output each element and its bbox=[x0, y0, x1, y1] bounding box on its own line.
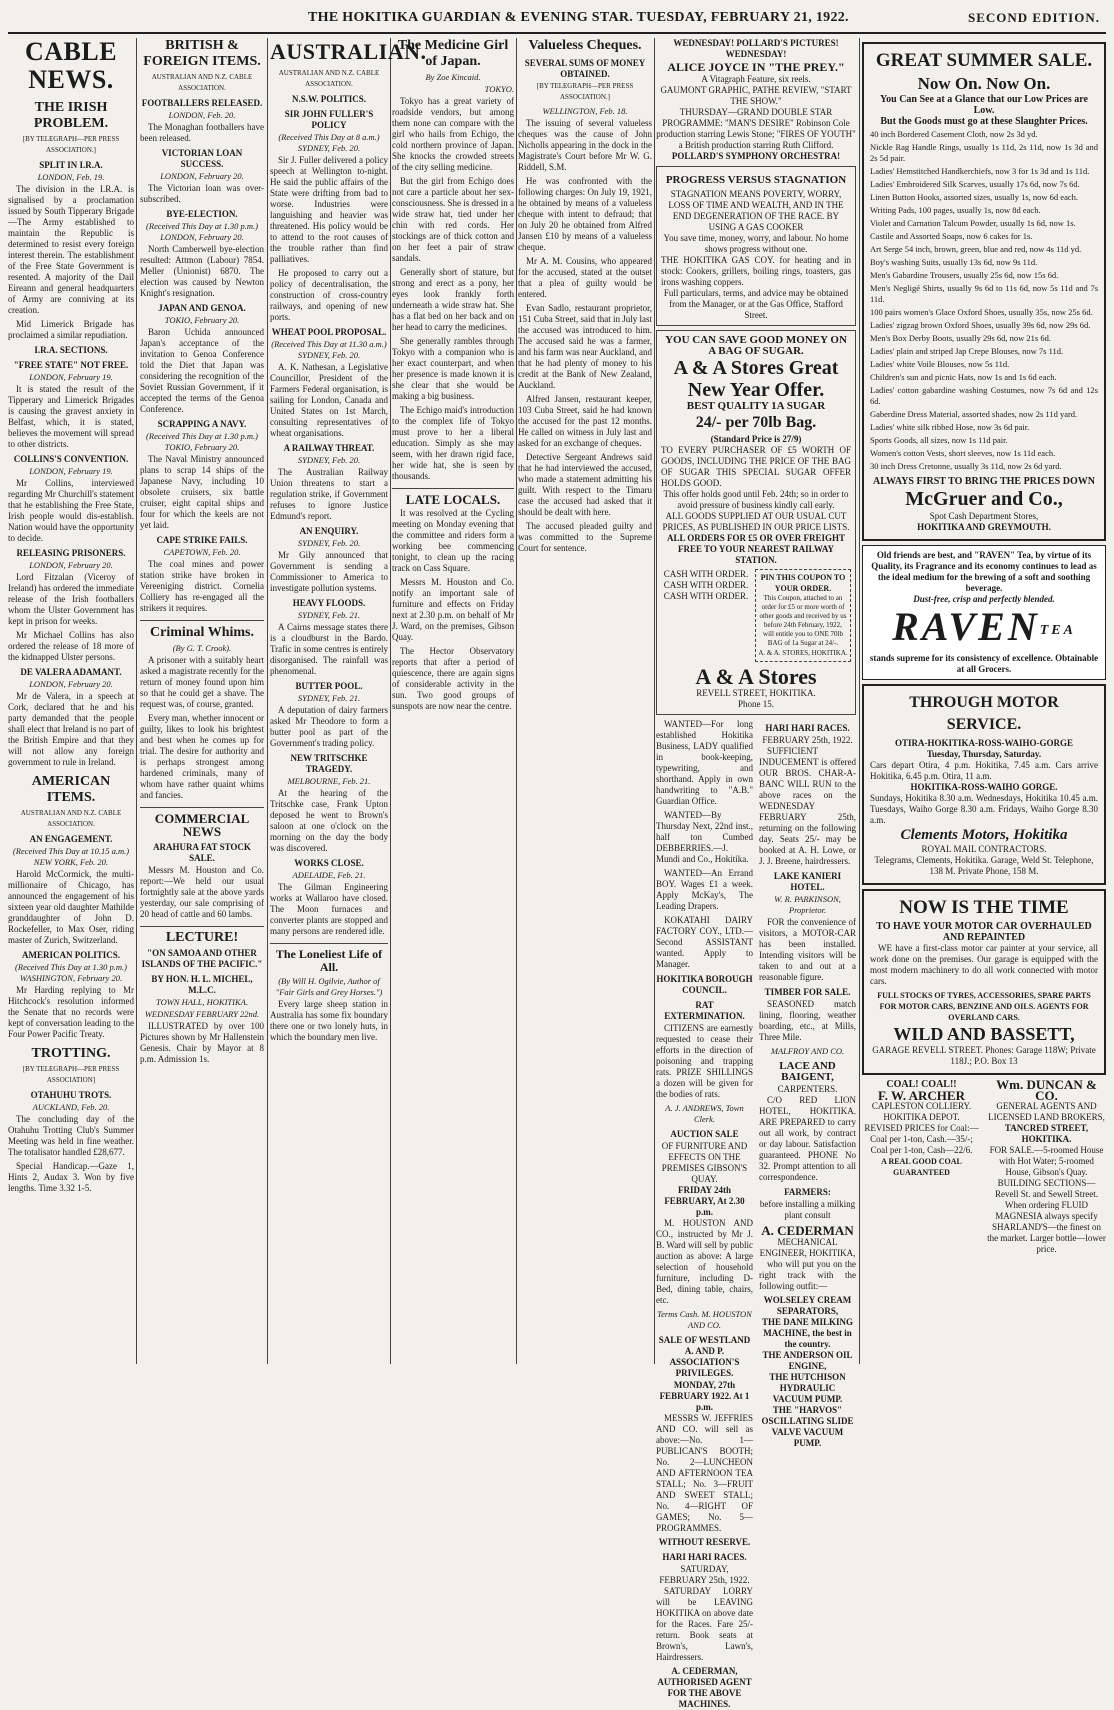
westland-date: MONDAY, 27th FEBRUARY 1922. At 1 p.m. bbox=[659, 1380, 750, 1412]
raven-tea-word: TEA bbox=[1039, 622, 1076, 638]
dateline: AUCKLAND, Feb. 20. bbox=[32, 1102, 110, 1112]
story-heading: NEW TRITSCHKE TRAGEDY. bbox=[290, 753, 368, 774]
sale-item: Linen Button Hooks, assorted sizes, usually 1s, now 6d each. bbox=[870, 192, 1078, 202]
story-heading: WORKS CLOSE. bbox=[294, 858, 364, 868]
dateline: LONDON, February 20. bbox=[160, 171, 244, 181]
sale-item: Men's Gabardine Trousers, usually 25s 6d, now 15s 6d. bbox=[870, 270, 1059, 280]
lace-baigent-heading: LACE AND BAIGENT, bbox=[779, 1060, 836, 1083]
lecture-venue: TOWN HALL, HOKITIKA. bbox=[156, 997, 248, 1007]
cable-news-heading: CABLE NEWS. bbox=[24, 37, 118, 94]
story-paragraph: North Camberwell bye-election resulted: Attmon (Labour) 7854. Meller (Unionist) 6870. The election was caused by Newton Knight's resignation. bbox=[140, 244, 264, 298]
story-paragraph: Harold McCormick, the multi-millionaire of Chicago, has announced the engagement of his sixteen year old daughter Mathilde granddaughter of John D. Rockefeller, to Max Oser, riding master of Zurich, Switzerland. bbox=[8, 869, 134, 945]
sale-item: 40 inch Bordered Casement Cloth, now 2s 3d yd. bbox=[870, 129, 1038, 139]
summer-sale-ad bbox=[862, 42, 1106, 541]
dateline: WELLINGTON, Feb. 18. bbox=[542, 106, 628, 116]
byline: (By Will H. Ogilvie, Author of "Fair Girls and Grey Horses.") bbox=[275, 976, 383, 997]
valueless-cheques-heading: Valueless Cheques. bbox=[528, 38, 642, 53]
story-heading: FOOTBALLERS RELEASED. bbox=[141, 98, 263, 108]
coupon-heading: PIN THIS COUPON TO YOUR ORDER. bbox=[760, 573, 846, 593]
clements-contacts: Telegrams, Clements, Hokitika. Garage, Weld St. Telephone, 138 M. Private Phone, 158 M. bbox=[874, 854, 1094, 876]
sugar-ad-text: This offer holds good until Feb. 24th; so in order to avoid pressure of business kindly call early. bbox=[663, 489, 849, 510]
story-paragraph: He proposed to carry out a policy of decentralisation, the construction of cross-country railways, and opening of new ports. bbox=[270, 268, 388, 322]
column-valueless-cheques bbox=[518, 38, 652, 1364]
trotting-heading: TROTTING. bbox=[31, 1046, 111, 1061]
cederman-product: THE ANDERSON OIL ENGINE, bbox=[762, 1350, 853, 1371]
harihari-heading: HARI HARI RACES. bbox=[765, 723, 850, 733]
raven-name: RAVEN bbox=[892, 604, 1040, 649]
column-australian bbox=[270, 38, 427, 1364]
archer-prices: REVISED PRICES for Coal:—Coal per 1-ton, Cash.—35/-; Coal per 1-ton, Cash—22/6. bbox=[864, 1122, 979, 1155]
story-heading: AN ENQUIRY. bbox=[299, 526, 359, 536]
sale-item: Sports Goods, all sizes, now 1s 11d pair. bbox=[870, 435, 1008, 445]
duncan-name: Wm. DUNCAN & CO. bbox=[996, 1076, 1097, 1103]
wanted-column bbox=[656, 719, 856, 1710]
column-rule bbox=[654, 38, 655, 1364]
dateline: (Received This Day at 1.30 p.m.) LONDON, February 20. bbox=[146, 221, 258, 242]
fluid-magnesia-ad: When ordering FLUID MAGNESIA always specify SHARLAND'S—the finest on the market. Larger bottle—lower price. bbox=[987, 1199, 1106, 1254]
coupon-signature: A. & A. STORES, HOKITIKA. bbox=[758, 649, 848, 657]
british-foreign-heading: BRITISH & FOREIGN ITEMS. bbox=[143, 38, 261, 69]
auction-terms: Terms Cash. M. HOUSTON AND CO. bbox=[657, 1309, 752, 1330]
duncan-address: TANCRED STREET, HOKITIKA. bbox=[1004, 1122, 1089, 1144]
pollards-line: A Vitagraph Feature, six reels. bbox=[701, 74, 811, 84]
column-rule bbox=[136, 38, 137, 1364]
story-paragraph: The Hector Observatory reports that after a period of quiescence, there are again signs of considerable activity in the sun. Two good groups of sunspots are now near the centre. bbox=[392, 646, 514, 711]
motor-service-route: HOKITIKA-ROSS-WAIHO GORGE. bbox=[910, 781, 1058, 792]
clements-name: Clements Motors, Hokitika bbox=[900, 826, 1068, 843]
dateline: LONDON, Feb. 20. bbox=[168, 110, 236, 120]
always-first-slogan: ALWAYS FIRST TO BRING THE PRICES DOWN bbox=[873, 476, 1095, 487]
story-heading: HEAVY FLOODS. bbox=[292, 598, 366, 608]
overhaul-text: WE have a first-class motor car painter at your service, all work done on the premises. Our garage is equipped with the most modern machinery to do all work connected with motor cars. bbox=[870, 942, 1098, 986]
story-paragraph: A prisoner with a suitably heart asked a magistrate recently for the return of money found upon him so that he could get a shave. The request was, of course, granted. bbox=[140, 655, 264, 709]
raven-footer: stands supreme for its consistency of excellence. Obtainable at all Grocers. bbox=[869, 652, 1099, 674]
sale-item: Ladies' plain and striped Jap Crepe Blouses, now 7s 11d. bbox=[870, 346, 1064, 356]
story-paragraph: A deputation of dairy farmers asked Mr Theodore to form a butter pool as part of the Government's trading policy. bbox=[270, 705, 388, 748]
cederman-product: WOLSELEY CREAM SEPARATORS, bbox=[763, 1295, 852, 1316]
story-paragraph: The Gilman Engineering works at Wallaroo have closed. The Moon furnaces and converter plants are stopped and many persons are rendered idle. bbox=[270, 882, 388, 936]
story-heading: OTAHUHU TROTS. bbox=[30, 1090, 112, 1100]
story-paragraph: Generally short of stature, but strong and erect as a pony, her eyes look frankly forth underneath a wide straw hat. She has a flat bed on her back and on her head to carry the medicines. bbox=[392, 267, 514, 332]
aa-stores-phone: Phone 15. bbox=[738, 699, 774, 709]
irish-problem-heading: THE IRISH PROBLEM. bbox=[33, 100, 109, 131]
story-heading: N.S.W. POLITICS. bbox=[292, 94, 366, 104]
story-heading: SIR JOHN FULLER'S POLICY bbox=[284, 109, 374, 130]
motor-service-days: Tuesday, Thursday, Saturday. bbox=[926, 748, 1042, 759]
gas-cooker-ad bbox=[656, 166, 856, 326]
aa-stores-address: REVELL STREET, HOKITIKA. bbox=[696, 688, 816, 698]
story-heading: I.R.A. SECTIONS. bbox=[34, 345, 108, 355]
criminal-whims-heading: Criminal Whims. bbox=[140, 620, 264, 641]
auction-date: FRIDAY 24th FEBRUARY, At 2.30 p.m. bbox=[664, 1185, 745, 1217]
mcgruer-name: McGruer and Co., bbox=[905, 488, 1063, 510]
masthead bbox=[8, 10, 1106, 34]
story-paragraph: The division in the I.R.A. is signalised by a proclamation issued by South Tipperary Brigade—The Army established to maintain the Republic is determined to resist every foreign interest therein. The establishment of the Free State Government is resented. A majority of the Dail Eireann and general headquarters of Army are conniving at its creation. bbox=[8, 184, 134, 315]
raven-dust-free: Dust-free, crisp and perfectly blended. bbox=[913, 594, 1055, 604]
sugar-ad-heading: A & A Stores Great New Year Offer. bbox=[673, 357, 839, 401]
story-paragraph: Mr Harding replying to Mr Hitchcock's resolution informed the Senate that no records were kept of conversation leading to the Four Power Pacific Treaty. bbox=[8, 985, 134, 1039]
dateline: (Received This Day at 11.30 a.m.) SYDNEY, Feb. 20. bbox=[271, 339, 387, 360]
story-paragraph: The Monaghan footballers have been released. bbox=[140, 122, 264, 143]
aa-stores-name: A & A Stores bbox=[695, 664, 817, 689]
gas-ad-heading: PROGRESS VERSUS STAGNATION bbox=[665, 174, 847, 186]
story-paragraph: Lord Fitzalan (Viceroy of Ireland) has ordered the immediate release of the Irish footballers whom the Ulster Government has kept in prison for weeks. bbox=[8, 572, 134, 626]
summer-sale-heading: GREAT SUMMER SALE. bbox=[875, 50, 1093, 71]
classified-ad: SATURDAY LORRY will be LEAVING HOKITIKA on above date for the Races. Fare 25/- return. Book seats at Brown's, Lawn's, Hairdressers. bbox=[656, 1586, 753, 1662]
classified-ad: M. HOUSTON AND CO., instructed by Mr J. B. Ward will sell by public auction as above: A large selection of household furniture, including D-Bed, dining table, chairs, etc. bbox=[656, 1218, 753, 1305]
harihari-date: FEBRUARY 25th, 1922. bbox=[762, 735, 853, 745]
commercial-news-heading: COMMERCIAL NEWS bbox=[140, 807, 264, 838]
council-heading: HOKITIKA BOROUGH COUNCIL. bbox=[656, 974, 753, 995]
story-paragraph: Mr de Valera, in a speech at Cork, declared that he and his party demanded that the people shall elect that Ireland is no part of the British Empire and that they will not allow any foreign government to rule in Ireland. bbox=[8, 691, 134, 767]
story-paragraph: Every man, whether innocent or guilty, likes to look his brightest and best when he comes up for trial. The desire for authority and is perhaps strongest among hardened criminals, many of whom have rather quaint whims and fancies. bbox=[140, 713, 264, 800]
loneliest-life-heading: The Loneliest Life of All. bbox=[270, 943, 388, 974]
sugar-ad-quality: BEST QUALITY 1A SUGAR bbox=[686, 400, 826, 412]
story-paragraph: It is stated the result of the Tipperary and Limerick Brigades is causing the gravest anxiety in Belfast, which, it is stated, believes the movement will spread to other districts. bbox=[8, 384, 134, 449]
story-paragraph: She generally rambles through Tokyo with a companion who is her exact counterpart, and when her presence is made known it is she clear that she would be making a big business. bbox=[392, 336, 514, 401]
overhaul-subheading: TO HAVE YOUR MOTOR CAR OVERHAULED AND REPAINTED bbox=[876, 920, 1092, 943]
raven-tagline: Old friends are best, and "RAVEN" Tea, by virtue of its Quality, its Fragrance and its economy continues to lead as the ideal medium for the brewing of a soft and soothing beverage. bbox=[871, 550, 1097, 593]
story-paragraph: Messrs M. Houston and Co. notify an important sale of furniture and effects on Friday next at 2.30 p.m. on behalf of Mr J. Ward, on the premises, Gibson Quay. bbox=[392, 577, 514, 642]
story-heading: SCRAPPING A NAVY. bbox=[157, 419, 247, 429]
story-heading: WHEAT POOL PROPOSAL. bbox=[271, 327, 387, 337]
dateline: CAPETOWN, Feb. 20. bbox=[163, 547, 241, 557]
dateline: ADELAIDE, Feb. 21. bbox=[292, 870, 366, 880]
byline: By Zoe Kincaid. bbox=[425, 72, 481, 82]
dateline: (Received This Day at 10.15 a.m.) NEW YORK, Feb. 20. bbox=[12, 846, 130, 867]
classified-ad: KOKATAHI DAIRY FACTORY COY., LTD.—Second ASSISTANT wanted. Apply to Manager. bbox=[656, 915, 753, 969]
sugar-ad-freight: ALL ORDERS FOR £5 OR OVER FREIGHT FREE TO YOUR NEAREST RAILWAY STATION. bbox=[666, 533, 846, 565]
classified-ad: C/O RED LION HOTEL, HOKITIKA. ARE PREPARED to carry out all work, by contract or day labour. Satisfaction guaranteed. PHONE No 32. Prompt attention to all correspondence. bbox=[759, 1095, 856, 1182]
australian-heading: AUSTRALIAN. bbox=[270, 39, 427, 64]
summer-sale-now-on: Now On. Now On. bbox=[917, 74, 1051, 93]
american-items-heading: AMERICAN ITEMS. bbox=[31, 774, 111, 805]
archer-colliery: CAPLESTON COLLIERY. bbox=[871, 1100, 972, 1111]
dateline: (Received This Day at 1.30 p.m.) TOKIO, February 20. bbox=[146, 431, 258, 452]
story-paragraph: The Victorian loan was over-subscribed. bbox=[140, 183, 264, 204]
press-credit: AUSTRALIAN AND N.Z. CABLE ASSOCIATION. bbox=[151, 73, 253, 92]
auction-subheading: OF FURNITURE AND EFFECTS ON THE PREMISES GIBSON'S QUAY. bbox=[661, 1141, 748, 1184]
dateline: (Received This Day at 8 a.m.) SYDNEY, Feb. 20. bbox=[278, 132, 380, 153]
story-paragraph: Evan Sadlo, restaurant proprietor, 151 Cuba Street, said that in July last the accused was introduced to him. The accused said he was a farmer, and his farm was near Auckland, and that he had plenty of money to his credit at the Bank of New Zealand, Auckland. bbox=[518, 303, 652, 390]
story-paragraph: ILLUSTRATED by over 100 Pictures shown by Mr Hallenstein Genesis. Chair by Mayor at 8 p.m. Admission 1s. bbox=[140, 1021, 264, 1064]
story-heading: SPLIT IN I.R.A. bbox=[39, 160, 103, 170]
auction-heading: AUCTION SALE bbox=[670, 1129, 739, 1139]
now-is-the-time-heading: NOW IS THE TIME bbox=[899, 896, 1069, 918]
sugar-offer-ad bbox=[656, 330, 856, 715]
column-advertisements bbox=[656, 38, 856, 1709]
lake-kanieri-heading: LAKE KANIERI HOTEL. bbox=[773, 871, 842, 892]
story-heading: JAPAN AND GENOA. bbox=[158, 303, 246, 313]
masthead-title: THE HOKITIKA GUARDIAN & EVENING STAR. TUESDAY, FEBRUARY 21, 1922. bbox=[308, 10, 849, 25]
sale-item: Women's cotton Vests, short sleeves, now 1s 11d each. bbox=[870, 448, 1056, 458]
column-rule bbox=[516, 38, 517, 1364]
sale-item: Nickle Rag Handle Rings, usually 1s 11d, 2s 11d, now 1s 3d and 2s 5d pair. bbox=[870, 142, 1098, 163]
story-heading: ARAHURA FAT STOCK SALE. bbox=[153, 842, 251, 863]
farmers-heading: FARMERS: bbox=[784, 1187, 831, 1197]
coal-heading: COAL! COAL!! bbox=[886, 1078, 957, 1090]
dateline: (Received This Day at 1.30 p.m.) WASHINGTON, February 20. bbox=[15, 962, 127, 983]
wild-bassett-name: WILD AND BASSETT, bbox=[893, 1023, 1075, 1044]
cash-with-order: CASH WITH ORDER. bbox=[663, 569, 749, 579]
column-medicine-girl bbox=[392, 38, 514, 1364]
lecture-title: "ON SAMOA AND OTHER ISLANDS OF THE PACIFIC." bbox=[141, 948, 263, 969]
dateline: SYDNEY, Feb. 20. bbox=[297, 538, 361, 548]
coal-ads-row bbox=[862, 1076, 1106, 1255]
classified-ad: WANTED—For long established Hokitika Business, LADY qualified in book-keeping, typewriting, and shorthand. Apply in own handwriting to "A.B." Guardian Office. bbox=[656, 719, 753, 806]
story-heading: COLLINS'S CONVENTION. bbox=[13, 454, 129, 464]
cash-with-order: CASH WITH ORDER. bbox=[663, 591, 749, 601]
gas-ad-text: Full particulars, terms, and advice may be obtained from the Manager, or at the Gas Office, Stafford Street. bbox=[663, 288, 849, 320]
story-paragraph: Detective Sergeant Andrews said that he had interviewed the accused, who made a statement admitting his guilt. With respect to the Timaru case the accused had asked that it should be dealt with here. bbox=[518, 452, 652, 517]
cederman-heading: A. CEDERMAN bbox=[761, 1223, 854, 1238]
dateline: TOKIO, February 20. bbox=[164, 315, 240, 325]
pollards-header: WEDNESDAY! POLLARD'S PICTURES! WEDNESDAY! bbox=[673, 38, 839, 59]
sugar-ad-standard: (Standard Price is 27/9) bbox=[710, 434, 802, 444]
raven-logo bbox=[867, 605, 1101, 653]
classified-ad: MESSRS W. JEFFRIES AND CO. will sell as above:—No. 1—PUBLICAN'S BOOTH; No. 2—LUNCHEON AND AFTERNOON TEA STALL; No. 3—FRUIT AND SWEET STALL; No. 4—RIGHT OF GAMES; No. 5—PROGRAMMES. bbox=[656, 1413, 753, 1533]
classified-ad: SUFFICIENT INDUCEMENT is offered OUR BROS. CHAR-A-BANC WILL RUN to the above races on the WEDNESDAY FEBRUARY 25th, returning on the following day. Seats 25/- may be booked at A. H. Lowe, or J. J. Breene, hairdressers. bbox=[759, 746, 856, 866]
harihari-heading: HARI HARI RACES. bbox=[662, 1552, 747, 1562]
gas-ad-text: STAGNATION MEANS POVERTY, WORRY, LOSS OF TIME AND WEALTH, AND IN THE END DEGENERATION OF THE RACE. BY USING A GAS COOKER bbox=[668, 189, 844, 232]
story-paragraph: Every large sheep station in Australia has some fix boundary there one or two lonely huts, in which the boundary men live. bbox=[270, 999, 388, 1042]
story-paragraph: But the girl from Echigo does not care a particle about her sex-consciousness. She is dressed in a wide straw hat, tied under her chin with red cords. Her stockings are of thick cotton and on her feet a pair of straw sandals. bbox=[392, 176, 514, 263]
dateline: MELBOURNE, Feb. 21. bbox=[287, 776, 371, 786]
story-heading: DE VALERA ADAMANT. bbox=[20, 667, 122, 677]
classified-ad: WANTED—An Errand BOY. Wages £1 a week. Apply McKay's, The Leading Drapers. bbox=[656, 868, 753, 911]
story-paragraph: Special Handicap.—Gaze 1, Hints 2, Audax 3. Won by five lengths. Time 3.32 1-5. bbox=[8, 1161, 134, 1193]
sugar-ad-text: TO EVERY PURCHASER OF £5 WORTH OF GOODS, INCLUDING THE PRICE OF THE BAG OF SUGAR THIS SPECIAL SUGAR OFFER HOLDS GOOD. bbox=[661, 445, 851, 488]
timber-signature: MALFROY AND CO. bbox=[770, 1046, 845, 1056]
motor-service-times: Cars depart Otira, 4 p.m. Hokitika, 7.45 a.m. Cars arrive Hokitika, 6.45 p.m. Otira, 11 a.m. bbox=[870, 759, 1098, 781]
column-cable-news bbox=[8, 38, 134, 1364]
edition-label: SECOND EDITION. bbox=[967, 10, 1100, 25]
dateline: SYDNEY, Feb. 21. bbox=[297, 610, 361, 620]
motor-service-times: Sundays, Hokitika 8.30 a.m. Wednesdays, Hokitika 10.45 a.m. Tuesdays, Waiho Gorge 8.30 a.m. Fridays, Waiho Gorge 8.30 a.m. bbox=[870, 792, 1098, 825]
story-heading: CAPE STRIKE FAILS. bbox=[156, 535, 248, 545]
story-paragraph: At the hearing of the Tritschke case, Frank Upton deposed he went to Brown's saloon at one o'clock on the morning on the day the body was discovered. bbox=[270, 788, 388, 853]
story-paragraph: It was resolved at the Cycling meeting on Monday evening that the committee and riders form a working bee commencing tonight, to clean up the racing track on Cass Square. bbox=[392, 508, 514, 573]
story-paragraph: Mr Michael Collins has also ordered the release of 18 more of the kidnapped Ulster persons. bbox=[8, 630, 134, 662]
dateline: SYDNEY, Feb. 20. bbox=[297, 455, 361, 465]
dateline: LONDON, Feb. 19. bbox=[37, 172, 105, 182]
overhaul-stock: FULL STOCKS OF TYRES, ACCESSORIES, SPARE PARTS FOR MOTOR CARS, BENZINE AND OILS. AGENTS FOR OVERLAND CARS. bbox=[877, 990, 1091, 1022]
classified-ad: CITIZENS are earnestly requested to cease their efforts in the direction of poisoning and trapping rats. PRIZE SHILLINGS a dozen will be given for the bodies of rats. bbox=[656, 1023, 753, 1099]
mcgruer-subheading: Spot Cash Department Stores, bbox=[929, 511, 1039, 521]
summer-sale-subheading: You Can See at a Glance that our Low Prices are Low. bbox=[880, 94, 1088, 116]
story-heading: AN ENGAGEMENT. bbox=[29, 834, 113, 844]
column-rule bbox=[390, 38, 391, 1364]
story-paragraph: The Australian Railway Union threatens to start a regulation strike, if Government refuses to ignore Justice Edmund's report. bbox=[270, 467, 388, 521]
story-paragraph: A. K. Nathesan, a Legislative Councillor, President of the Farmers Federal organisation, is sailing for London, Canada and United States on 1st March, consulting representatives of wheat organisations. bbox=[270, 362, 388, 438]
timber-heading: TIMBER FOR SALE. bbox=[764, 987, 851, 997]
press-credit: [BY TELEGRAPH—PER PRESS ASSOCIATION.] bbox=[22, 135, 120, 154]
clements-subheading: ROYAL MAIL CONTRACTORS. bbox=[921, 843, 1047, 854]
summer-sale-subheading: But the Goods must go at these Slaughter Prices. bbox=[880, 116, 1088, 127]
council-subheading: RAT EXTERMINATION. bbox=[664, 1000, 745, 1021]
harihari-date: SATURDAY, FEBRUARY 25th, 1922. bbox=[659, 1564, 750, 1585]
council-signature: A. J. ANDREWS, Town Clerk. bbox=[665, 1103, 744, 1124]
mcgruer-address: HOKITIKA AND GREYMOUTH. bbox=[917, 522, 1051, 532]
story-paragraph: Sir J. Fuller delivered a policy speech at Wellington to-night. He said the public affairs of the State were drifting from bad to worse. Industries were languishing and heavier was threatened. His policy would be to attend to the root causes of the trouble rather than find palliatives. bbox=[270, 155, 388, 264]
sale-item: Ladies' cotton gabardine washing Costumes, now 7s 6d and 12s 6d. bbox=[870, 385, 1098, 406]
story-paragraph: The coal mines and power station strike have broken in Vereeniging district. Cornelia Colliery has re-engaged all the strikers it requires. bbox=[140, 559, 264, 613]
story-heading: BYE-ELECTION. bbox=[166, 209, 238, 219]
westland-heading: SALE OF WESTLAND A. AND P. ASSOCIATION'S PRIVILEGES. bbox=[658, 1335, 751, 1378]
motor-service-heading: THROUGH MOTOR SERVICE. bbox=[909, 693, 1059, 733]
sale-item: Violet and Carnation Talcum Powder, usually 1s 6d, now 1s. bbox=[870, 218, 1076, 228]
column-rule bbox=[267, 38, 268, 1364]
cederman-product: THE HUTCHISON HYDRAULIC VACUUM PUMP. bbox=[769, 1372, 846, 1404]
classified-ad: FOR the convenience of visitors, a MOTOR-CAR has been installed. Intending visitors will be taken to and out at a reasonable figure. bbox=[759, 917, 856, 982]
sale-item: Ladies' Embroidered Silk Scarves, usually 17s 6d, now 7s 6d. bbox=[870, 179, 1080, 189]
sale-item: Ladies' zigzag brown Oxford Shoes, usually 39s 6d, now 29s 6d. bbox=[870, 320, 1091, 330]
column-british-foreign bbox=[140, 38, 264, 1364]
lake-kanieri-proprietor: W. R. PARKINSON, Proprietor. bbox=[774, 894, 841, 915]
dateline: LONDON, February 19. bbox=[29, 372, 113, 382]
archer-guarantee: A REAL GOOD COAL GUARANTEED bbox=[881, 1156, 962, 1177]
sale-item: Writing Pads, 100 pages, usually 1s, now 8d each. bbox=[870, 205, 1041, 215]
dateline: TOKYO. bbox=[484, 84, 514, 94]
story-heading: SEVERAL SUMS OF MONEY OBTAINED. bbox=[524, 58, 646, 79]
story-paragraph: The issuing of several valueless cheques was the cause of John Nicholls appearing in the dock in the Magistrate's Court before Mr W. G. Riddell, S.M. bbox=[518, 118, 652, 172]
story-paragraph: Alfred Jansen, restaurant keeper, 103 Cuba Street, said he had known the accused for the past 12 months. He called on witness in July last and asked for an exchange of cheques. bbox=[518, 394, 652, 448]
story-paragraph: Mr A. M. Cousins, who appeared for the accused, stated at the outset that a plea of guilty would be entered. bbox=[518, 256, 652, 299]
cederman-product: THE DANE MILKING MACHINE, the best in the country. bbox=[761, 1317, 853, 1349]
sugar-ad-price: 24/- per 70lb Bag. bbox=[695, 414, 817, 431]
summer-sale-list bbox=[870, 129, 1098, 472]
story-paragraph: Mr Collins, interviewed regarding Mr Churchill's statement that he establishing the Free State, Irish people would dis-establish. Nation would have the opportunity to decide. bbox=[8, 478, 134, 543]
story-paragraph: The concluding day of the Otahuhu Trotting Club's Summer Meeting was held in fine weather. The totalisator handled £28,677. bbox=[8, 1114, 134, 1157]
dateline: LONDON, February 20. bbox=[29, 679, 113, 689]
story-paragraph: The Naval Ministry announced plans to scrap 14 ships of the Japanese Navy, including 10 obsolete cruisers, six battle cruiser, eight capital ships and four for which the keels are not yet laid. bbox=[140, 454, 264, 530]
wild-bassett-contacts: GARAGE REVELL STREET. Phones: Garage 118W; Private 118J.; P.O. Box 13 bbox=[872, 1044, 1096, 1066]
press-credit: [BY TELEGRAPH—PER PRESS ASSOCIATION.] bbox=[536, 82, 634, 101]
lace-baigent-subheading: CARPENTERS. bbox=[777, 1084, 838, 1094]
story-heading: A RAILWAY THREAT. bbox=[283, 443, 375, 453]
story-paragraph: The accused pleaded guilty and was committed to the Supreme Court for sentence. bbox=[518, 521, 652, 553]
classified-ad: who will put you on the right track with the following outfit:— bbox=[759, 1259, 856, 1291]
sugar-ad-intro: YOU CAN SAVE GOOD MONEY ON A BAG OF SUGAR. bbox=[665, 334, 847, 357]
press-credit: AUSTRALIAN AND N.Z. CABLE ASSOCIATION. bbox=[20, 809, 122, 828]
pollards-line: GAUMONT GRAPHIC, PATHE REVIEW, "START THE SHOW." bbox=[660, 85, 852, 106]
story-paragraph: He was confronted with the following charges: On July 19, 1921, he obtained by means of a valueless cheque with intent to defraud; that on July 20 he obtained from Alfred Jansen £10 by means of a valueless cheque. bbox=[518, 176, 652, 252]
sale-item: Ladies' white Voile Blouses, now 5s 11d. bbox=[870, 359, 1010, 369]
story-heading: VICTORIAN LOAN SUCCESS. bbox=[161, 148, 243, 169]
duncan-listings: FOR SALE.—5-roomed House with Hot Water; 5-roomed House, Gibson's Quay. BUILDING SECTIONS—Revell St. and Sewell Street. bbox=[989, 1144, 1104, 1199]
sale-item: Children's sun and picnic Hats, now 1s and 1s 6d each. bbox=[870, 372, 1057, 382]
story-heading: AMERICAN POLITICS. bbox=[21, 950, 120, 960]
story-paragraph: Baron Uchida announced Japan's acceptance of the invitation to Genoa Conference told the Diet that Japan was considering the recognition of the Soviet Russian Government, if it accepted the terms of the Genoa Conference. bbox=[140, 327, 264, 414]
pollards-feature: ALICE JOYCE IN "THE PREY." bbox=[667, 60, 845, 74]
dateline: LONDON, February 20. bbox=[29, 560, 113, 570]
cederman-product: THE "HARVOS" OSCILLATING SLIDE VALVE VACUUM PUMP. bbox=[761, 1405, 854, 1448]
sale-item: Gaberdine Dress Material, assorted shades, now 2s 11d yard. bbox=[870, 409, 1078, 419]
motor-service-ad bbox=[862, 684, 1106, 885]
sale-item: Boy's washing Suits, usually 13s 6d, now 9s 11d. bbox=[870, 257, 1038, 267]
sugar-coupon[interactable] bbox=[755, 569, 851, 662]
raven-tea-ad bbox=[862, 545, 1106, 680]
story-heading: RELEASING PRISONERS. bbox=[16, 548, 126, 558]
sale-item: Castile and Assorted Soaps, now 6 cakes for 1s. bbox=[870, 231, 1033, 241]
lecture-date: WEDNESDAY FEBRUARY 22nd. bbox=[144, 1009, 260, 1019]
sale-item: 30 inch Dress Cretonne, usually 3s 11d, now 2s 6d yard. bbox=[870, 461, 1062, 471]
sale-item: Men's Box Derby Boots, usually 29s 6d, now 21s 6d. bbox=[870, 333, 1051, 343]
lecture-speaker: BY HON. H. L. MICHEL, M.L.C. bbox=[151, 974, 253, 995]
archer-depot: HOKITIKA DEPOT. bbox=[883, 1111, 960, 1122]
sale-item: 100 pairs women's Glace Oxford Shoes, usually 35s, now 25s 6d. bbox=[870, 307, 1093, 317]
pollards-line: THURSDAY—GRAND DOUBLE STAR PROGRAMME: "MAN'S DESIRE" Robinson Cole production starring Lewis Stone; "FIRES OF YOUTH" a British production starring Ruth Clifford. bbox=[656, 107, 856, 150]
duncan-subheading: GENERAL AGENTS AND LICENSED LAND BROKERS, bbox=[988, 1100, 1105, 1122]
story-paragraph: Messrs M. Houston and Co. report:—We held our usual fortnightly sale at the above yards yesterday, our sale comprising of 20 head of cattle and 60 lambs. bbox=[140, 865, 264, 919]
story-paragraph: Mr Gily announced that Government is sending a Commissioner to America to investigate pollution systems. bbox=[270, 550, 388, 593]
coupon-text: This Coupon, attached to an order for £5 or more worth of other goods and received by us before 24th February, 1922, will entitle you to ONE 70lb BAG of 1a Sugar at 24/-. bbox=[759, 594, 847, 647]
sale-item: Art Serge 54 inch, brown, green, blue and red, now 4s 11d yd. bbox=[870, 244, 1082, 254]
press-credit: AUSTRALIAN AND N.Z. CABLE ASSOCIATION. bbox=[278, 69, 380, 88]
motor-service-route: OTIRA-HOKITIKA-ROSS-WAIHO-GORGE bbox=[894, 737, 1074, 748]
story-heading: BUTTER POOL. bbox=[295, 681, 363, 691]
late-locals-heading: LATE LOCALS. bbox=[392, 488, 514, 506]
story-paragraph: A Cairns message states there is a cloudburst in the Bardo. Trafic in some centres is entirely disorganised. The rainfall was phenomenal. bbox=[270, 622, 388, 676]
story-paragraph: Tokyo has a great variety of roadside vendors, but among them none can compare with the girl who hails from Echigo, the cold northern province of Japan. She knocks the crowded streets of the city selling medicine. bbox=[392, 96, 514, 172]
archer-name: F. W. ARCHER bbox=[878, 1087, 965, 1103]
medicine-girl-heading: The Medicine Girl of Japan. bbox=[397, 38, 509, 69]
byline: (By G. T. Crook). bbox=[172, 643, 232, 653]
sale-item: Men's Negligé Shirts, usually 9s 6d to 11s 6d, now 5s 11d and 7s 11d. bbox=[870, 283, 1098, 304]
farmers-text: before installing a milking plant consult bbox=[759, 1199, 856, 1220]
classified-ad: SEASONED match lining, flooring, weather boarding, etc., at Mills, Three Mile. bbox=[759, 999, 856, 1042]
lecture-heading: LECTURE! bbox=[140, 926, 264, 944]
classified-ad: WANTED—By Thursday Next, 22nd inst., half ton Cumbed DEBBERRIES.—J. Mundi and Co., Hokitika. bbox=[656, 810, 753, 864]
column-rule bbox=[859, 38, 860, 1364]
story-paragraph: Mid Limerick Brigade has proclaimed a similar repudiation. bbox=[8, 319, 134, 340]
sugar-ad-text: ALL GOODS SUPPLIED AT OUR USUAL CUT PRICES, AS PUBLISHED IN OUR PRICE LISTS. bbox=[662, 511, 850, 532]
sale-item: Ladies' Hemstitched Handkerchiefs, now 3 for 1s 3d and 1s 11d. bbox=[870, 166, 1090, 176]
westland-reserve: WITHOUT RESERVE. bbox=[658, 1537, 751, 1547]
column-right-ads bbox=[862, 38, 1106, 1364]
story-paragraph: The Echigo maid's introduction to the complex life of Tokyo must prove to her a liberal education. Simply as she may seem, with her drawn rigid face, her wide hat, she is seen by thousands. bbox=[392, 405, 514, 481]
motor-overhaul-ad bbox=[862, 889, 1106, 1075]
gas-ad-text: THE HOKITIKA GAS COY. for heating and in stock: Cookers, grillers, boiling rings, toasters, gas irons washing coppers. bbox=[661, 255, 851, 287]
pollards-orchestra: POLLARD'S SYMPHONY ORCHESTRA! bbox=[671, 151, 841, 161]
sale-item: Ladies' white silk ribbed Hose, now 3s 6d pair. bbox=[870, 422, 1030, 432]
press-credit: [BY TELEGRAPH—PER PRESS ASSOCIATION] bbox=[22, 1065, 120, 1084]
cederman-footer: A. CEDERMAN, AUTHORISED AGENT FOR THE ABOVE MACHINES. bbox=[657, 1666, 752, 1709]
cash-with-order: CASH WITH ORDER. bbox=[663, 580, 749, 590]
cederman-subheading: MECHANICAL ENGINEER, HOKITIKA, bbox=[759, 1237, 856, 1258]
story-heading: "FREE STATE" NOT FREE. bbox=[13, 360, 129, 370]
dateline: SYDNEY, Feb. 21. bbox=[297, 693, 361, 703]
dateline: LONDON, February 19. bbox=[29, 466, 113, 476]
gas-ad-text: You save time, money, worry, and labour. No home shows progress without one. bbox=[663, 233, 849, 254]
